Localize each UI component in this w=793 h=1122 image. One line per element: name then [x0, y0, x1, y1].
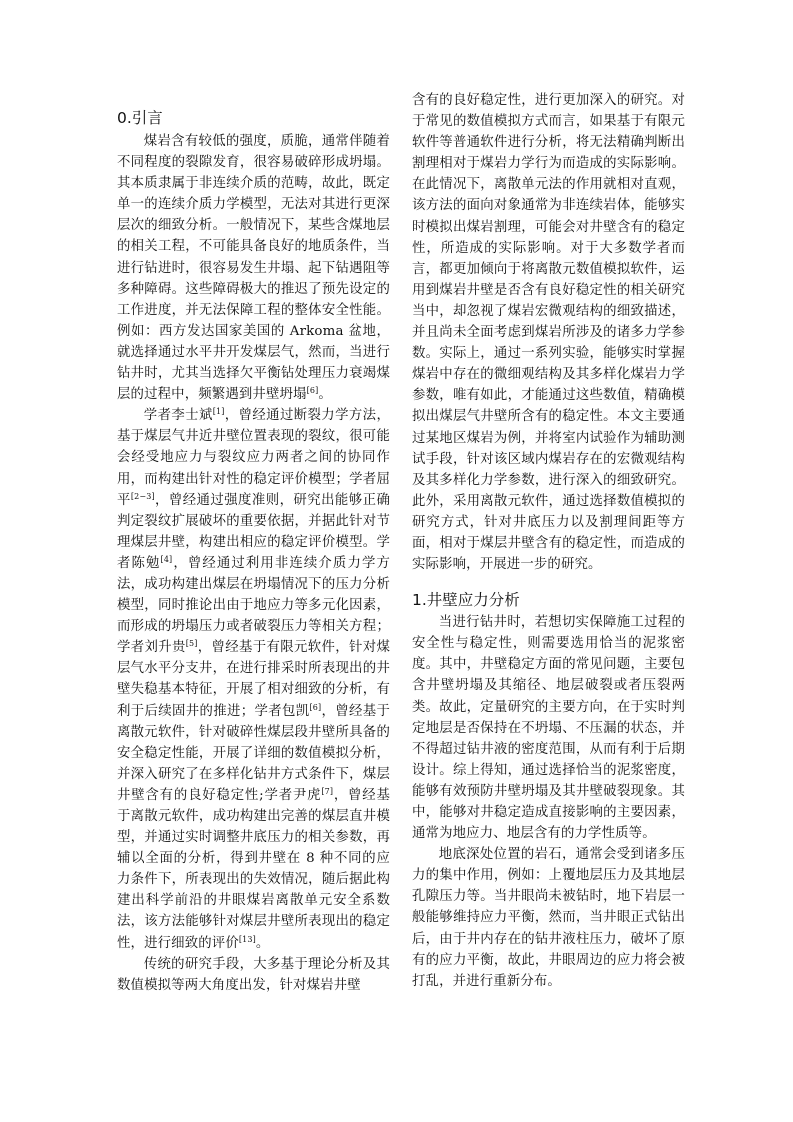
- paragraph-intro-3-continued: 含有的良好稳定性，进行更加深入的研究。对于常见的数值模拟方式而言，如果基于有限元软件等普通软件进行分析，将无法精确判断出割理相对于煤岩力学行为而造成的实际影响。在此情况下，离散单元法的作用就相对直观，该方法的面向对象通常为非连续岩体，能够实时模拟出煤岩割理，可能会对井壁含有的稳定性，所造成的实际影响。对于大多数学者而言，都更加倾向于将离散元数值模拟软件，运用到煤岩井壁是否含有良好稳定性的相关研究当中，却忽视了煤岩宏微观结构的细致描述，并且尚未全面考虑到煤岩所涉及的诸多力学参数。实际上，通过一系列实验，能够实时掌握煤岩中存在的微细观结构及其多样化煤岩力学参数，唯有如此，才能通过这些数值，精确模拟出煤层气井壁所含有的稳定性。本文主要通过某地区煤岩为例，并将室内试验作为辅助测试手段，针对该区域内煤岩存在的宏微观结构及其多样化力学参数，进行深入的细致研究。此外，采用离散元软件，通过选择数值模拟的研究方式，针对井底压力以及割理间距等方面，相对于煤层井壁含有的稳定性，而造成的实际影响，开展进一步的研究。: [412, 93, 685, 573]
- citation: [6]: [309, 702, 322, 712]
- left-column: [117, 90, 390, 996]
- paragraph-text: ，曾经通过利用非连续介质力学方法，成功构建出煤层在坍塌情况下的压力分析模型，同时推论出由于地应力等多元化因素，而形成的坍塌压力或者破裂压力等相关方程；学者刘升贵: [117, 555, 391, 656]
- section-heading-introduction: 0.引言: [117, 109, 163, 127]
- paragraph-text: ，曾经通过断裂力学方法，基于煤层气井近井壁位置表现的裂纹，很可能会经受地应力与裂纹应力两者之间的协同作用，而构建出针对性的稳定评价模型；学者屈平: [117, 408, 391, 508]
- paragraph-text: 学者李士斌: [143, 408, 213, 424]
- citation: [13]: [238, 934, 256, 944]
- paragraph-text: ，曾经基于有限元软件，针对煤层气水平分支井，在进行排采时所表现出的井壁失稳基本特征，开展了相对细致的分析，有利于后续固井的推进；学者包凯: [117, 640, 391, 719]
- paragraph-text: 。: [255, 935, 270, 951]
- paragraph-sec1-2: 地底深处位置的岩石，通常会受到诸多压力的集中作用，例如：上覆地层压力及其地层孔隙压力等。当井眼尚未被钻时，地下岩层一般能够维持应力平衡，然而，当井眼正式钻出后，由于井内存在的钻井液柱压力，破坏了原有的应力平衡，故此，井眼周边的应力将会被打乱，并进行重新分布。: [412, 847, 685, 989]
- paragraph-intro-3: 传统的研究手段，大多基于理论分析及其数值模拟等两大角度出发，针对煤岩井壁: [117, 956, 390, 993]
- citation: [5]: [185, 639, 198, 649]
- paragraph-text: ，曾经基于离散元软件，成功构建出完善的煤层直井模型，并通过实时调整井底压力的相关参数，再辅以全面的分析，得到井壁在 8 种不同的应力条件下，所表现出的失效情况，随后据此构建出科学前沿的井眼煤岩离散单元安全系数法，该方法能够针对煤层井壁所表现出的稳定性，进行细致的评价: [117, 787, 390, 951]
- paragraph-text: 。: [318, 387, 332, 403]
- citation: [1]: [212, 407, 225, 417]
- citation: [4]: [160, 554, 173, 564]
- paragraph-text: ，曾经基于离散元软件，针对破碎性煤层段井壁所具备的安全稳定性能，开展了详细的数值模拟分析，并深入研究了在多样化钻井方式条件下，煤层井壁含有的良好稳定性;学者尹虎: [117, 703, 391, 803]
- paragraph-text: ，曾经通过强度准则，研究出能够正确判定裂纹扩展破坏的重要依据，并据此针对节理煤层井壁，构建出相应的稳定评价模型。学者陈勉: [117, 492, 390, 571]
- paragraph-sec1-1: 当进行钻井时，若想切实保障施工过程的安全性与稳定性，则需要选用恰当的泥浆密度。其中，井壁稳定方面的常见问题，主要包含井壁坍塌及其缩径、地层破裂或者压裂两类。故此，定量研究的主要方向，在于实时判定地层是否保持在不坍塌、不压漏的状态，并不得超过钻井液的密度范围，从而有利于后期设计。综上得知，通过选择恰当的泥浆密度，能够有效预防井壁坍塌及其井壁破裂现象。其中，能够对井稳定造成直接影响的主要因素，通常为地应力、地层含有的力学性质等。: [412, 615, 685, 842]
- citation: [6]: [306, 386, 319, 396]
- paragraph-text: 煤岩含有较低的强度，质脆，通常伴随着不同程度的裂隙发育，很容易破碎形成坍塌。其本质隶属于非连续介质的范畴，故此，既定单一的连续介质力学模型，无法对其进行更深层次的细致分析。一般情况下，某些含煤地层的相关工程，不可能具备良好的地质条件，当进行钻进时，很容易发生井塌、起下钻遇阻等多种障碍。这些障碍极大的推迟了预先设定的工作进度，并无法保障工程的整体安全性能。例如：西方发达国家美国的 Arkoma 盆地，就选择通过水平井开发煤层气，然而，当进行钻井时，尤其当选择欠平衡钻处理压力衰竭煤层的过程中，频繁遇到井壁坍塌: [117, 134, 390, 403]
- section-heading-wellbore-stress: 1.井壁应力分析: [412, 591, 520, 610]
- citation: [2−3]: [130, 491, 155, 501]
- paragraph-intro-2: [117, 405, 390, 953]
- paragraph-intro-1: [117, 131, 390, 405]
- right-column: [412, 90, 685, 992]
- citation: [7]: [321, 786, 334, 796]
